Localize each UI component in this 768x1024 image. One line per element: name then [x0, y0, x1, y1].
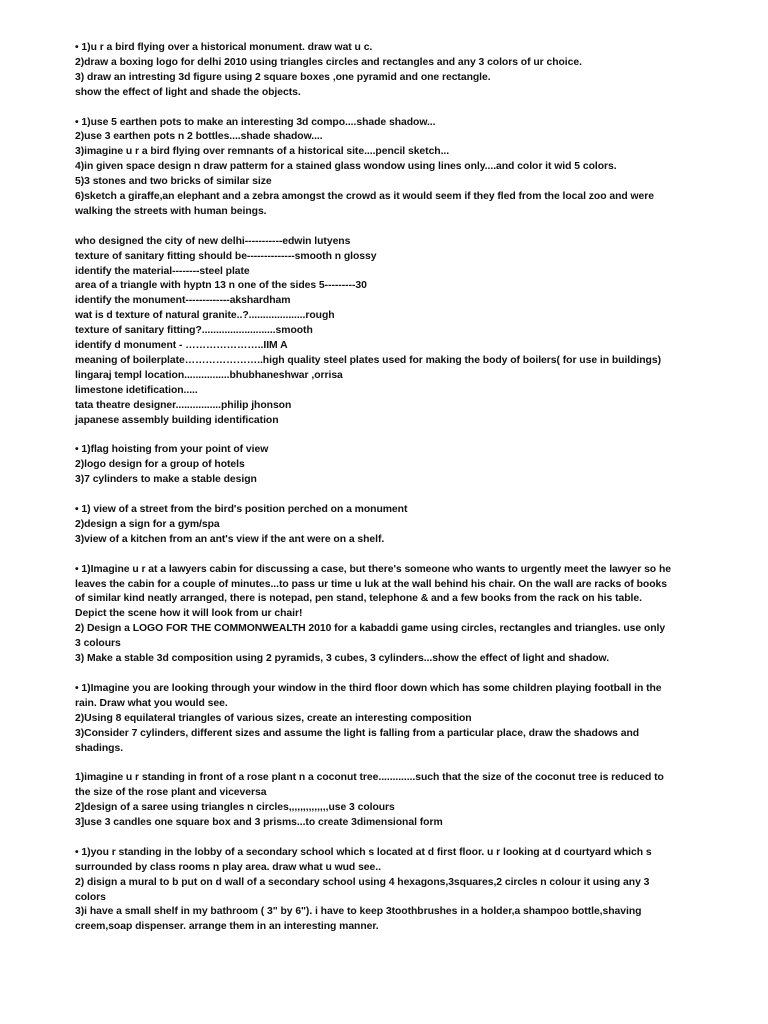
text-line: 6)sketch a giraffe,an elephant and a zebra amongst the crowd as it would seem if they fled from the local zoo and were [75, 191, 654, 203]
text-line: identify the monument-------------akshardham [75, 295, 291, 307]
text-line: leaves the cabin for a couple of minutes...to pass ur time u luk at the wall behind his chair. On the wall are racks of books [75, 578, 667, 590]
text-line: surrounded by class rooms n play area. draw what u wud see.. [75, 861, 381, 873]
question-set-6 [75, 682, 715, 757]
text-line: 3) draw an intresting 3d figure using 2 square boxes ,one pyramid and one rectangle. [75, 71, 491, 83]
text-line: Depict the scene how it will look from ur chair! [75, 608, 303, 620]
text-line: 3 colours [75, 638, 121, 650]
text-line: 4)in given space design n draw patterm for a stained glass wondow using lines only....and color it wid 5 colors. [75, 161, 617, 173]
text-line: colors [75, 891, 106, 903]
text-line: creem,soap dispenser. arrange them in an interesting manner. [75, 921, 379, 933]
question-set-5 [75, 563, 715, 667]
text-line: • 1)you r standing in the lobby of a secondary school which s located at d first floor. u r looking at d courtyard which s [75, 846, 652, 858]
text-line: • 1)Imagine u r at a lawyers cabin for discussing a case, but there's someone who wants to urgently meet the lawyer so he [75, 563, 671, 575]
text-line: limestone idetification..... [75, 384, 198, 396]
text-line: texture of sanitary fitting?..........................smooth [75, 325, 313, 337]
text-line: 5)3 stones and two bricks of similar size [75, 176, 272, 188]
text-line: • 1)flag hoisting from your point of view [75, 444, 269, 456]
text-line: 1)imagine u r standing in front of a rose plant n a coconut tree.............such that the size of the coconut tree is reduced to [75, 772, 664, 784]
text-line: of similar kind neatly arranged, there is notepad, pen stand, telephone & and a few books from the rack on his table. [75, 593, 642, 605]
text-line: lingaraj templ location................bhubhaneshwar ,orrisa [75, 369, 343, 381]
text-line: show the effect of light and shade the objects. [75, 86, 301, 98]
text-line: identify the material--------steel plate [75, 265, 250, 277]
text-line: • 1) view of a street from the bird's position perched on a monument [75, 504, 408, 516]
text-line: 3)view of a kitchen from an ant's view if the ant were on a shelf. [75, 533, 385, 545]
text-line: walking the streets with human beings. [75, 205, 267, 217]
text-line: the size of the rose plant and viceversa [75, 787, 267, 799]
text-line: meaning of boilerplate…………………..high quality steel plates used for making the body of boilers( for use in buildings) [75, 355, 661, 366]
text-line: wat is d texture of natural granite..?....................rough [75, 310, 335, 322]
text-line: 3]use 3 candles one square box and 3 prisms...to create 3dimensional form [75, 817, 443, 829]
question-set-7 [75, 771, 715, 831]
text-line: identify d monument - …………………..IIM A [75, 340, 288, 352]
text-line: texture of sanitary fitting should be--------------smooth n glossy [75, 250, 377, 262]
text-line: japanese assembly building identification [75, 414, 279, 426]
text-line: 3)i have a small shelf in my bathroom ( 3" by 6"). i have to keep 3toothbrushes in a holder,a shampoo bottle,shaving [75, 906, 642, 918]
text-line: • 1)use 5 earthen pots to make an interesting 3d compo....shade shadow... [75, 116, 436, 128]
question-set-4 [75, 503, 715, 548]
question-set-8 [75, 846, 715, 935]
text-line: • 1)Imagine you are looking through your window in the third floor down which has some children playing football in the [75, 682, 662, 694]
question-set-1 [75, 41, 715, 101]
document-page [75, 41, 715, 950]
text-line: shadings. [75, 742, 124, 754]
text-line: who designed the city of new delhi-----------edwin lutyens [75, 235, 351, 247]
text-line: 2)logo design for a group of hotels [75, 459, 245, 471]
quiz-answers [75, 235, 715, 429]
text-line: tata theatre designer................philip jhonson [75, 399, 292, 411]
text-line: 3)7 cylinders to make a stable design [75, 474, 257, 486]
text-line: • 1)u r a bird flying over a historical monument. draw wat u c. [75, 42, 373, 53]
text-line: 2) disign a mural to b put on d wall of a secondary school using 4 hexagons,3squares,2 circles n colour it using any 3 [75, 876, 650, 888]
text-line: 2)design a sign for a gym/spa [75, 518, 220, 530]
text-line: 3)Consider 7 cylinders, different sizes and assume the light is falling from a particular place, draw the shadows and [75, 727, 640, 739]
text-line: 2)use 3 earthen pots n 2 bottles....shade shadow.... [75, 131, 323, 143]
text-line: 3) Make a stable 3d composition using 2 pyramids, 3 cubes, 3 cylinders...show the effect of light and shadow. [75, 653, 610, 665]
text-line: 2)Using 8 equilateral triangles of various sizes, create an interesting composition [75, 712, 472, 724]
text-line: area of a triangle with hyptn 13 n one of the sides 5---------30 [75, 280, 367, 292]
question-set-2 [75, 116, 715, 220]
text-line: 3)imagine u r a bird flying over remnants of a historical site....pencil sketch... [75, 146, 450, 158]
text-line: 2)draw a boxing logo for delhi 2010 using triangles circles and rectangles and any 3 colors of ur choice. [75, 56, 582, 68]
question-set-3 [75, 443, 715, 488]
text-line: 2) Design a LOGO FOR THE COMMONWEALTH 2010 for a kabaddi game using circles, rectangles and triangles. use only [75, 623, 666, 635]
text-line: rain. Draw what you would see. [75, 697, 228, 709]
text-line: 2]design of a saree using triangles n circles,,,,,,,,,,,,,,use 3 colours [75, 802, 395, 814]
